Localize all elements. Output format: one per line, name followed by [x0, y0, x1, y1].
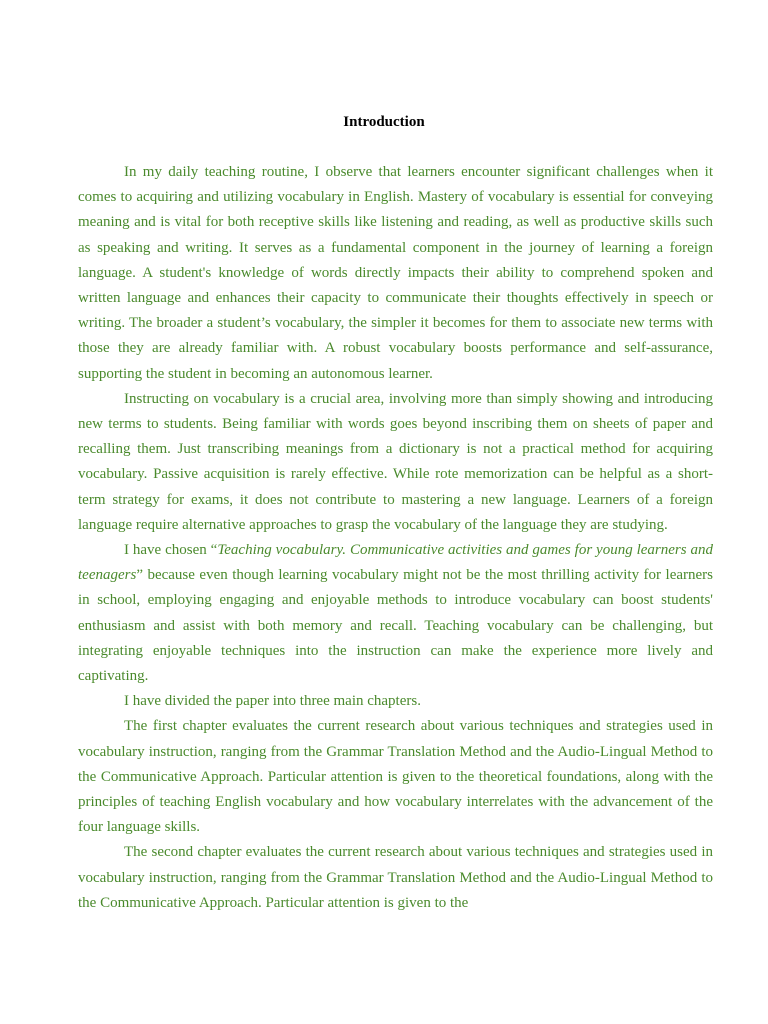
- paragraph-3: [78, 538, 713, 689]
- paragraph-5: The first chapter evaluates the current research about various techniques and strategies used in vocabulary instruction, ranging from the Grammar Translation Method and the Audio-Lingual Method to the Communicative Approach. Particular attention is given to the theoretical foundations, along with the principles of teaching English vocabulary and how vocabulary interrelates with the advancement of the four language skills.: [78, 718, 713, 836]
- paragraph-6: The second chapter evaluates the current research about various techniques and strategies used in vocabulary instruction, ranging from the Grammar Translation Method and the Audio-Lingual Method to the Communicative Approach. Particular attention is given to the: [78, 844, 713, 911]
- document-body: [78, 160, 713, 916]
- paragraph-2: Instructing on vocabulary is a crucial area, involving more than simply showing and introducing new terms to students. Being familiar with words goes beyond inscribing them on sheets of paper and recalling them. Just transcribing meanings from a dictionary is not a practical method for acquiring vocabulary. Passive acquisition is rarely effective. While rote memorization can be helpful as a short-term strategy for exams, it does not contribute to mastering a new language. Learners of a foreign language require alternative approaches to grasp the vocabulary of the language they are studying.: [78, 390, 713, 533]
- page-title: Introduction: [343, 114, 425, 130]
- paper-title-italic: Teaching vocabulary. Communicative activities and games for young learners and teenagers: [78, 542, 713, 584]
- paragraph-1: In my daily teaching routine, I observe that learners encounter significant challenges when it comes to acquiring and utilizing vocabulary in English. Mastery of vocabulary is essential for conveying meaning and is vital for both receptive skills like listening and reading, as well as productive skills such as speaking and writing. It serves as a fundamental component in the journey of learning a foreign language. A student's knowledge of words directly impacts their ability to comprehend spoken and written language and enhances their capacity to communicate their thoughts effectively in speech or writing. The broader a student’s vocabulary, the simpler it becomes for them to associate new terms with those they are already familiar with. A robust vocabulary boosts performance and self-assurance, supporting the student in becoming an autonomous learner.: [78, 164, 713, 382]
- paragraph-4: I have divided the paper into three main chapters.: [124, 693, 421, 710]
- paragraph-3-lead: I have chosen “: [124, 542, 218, 559]
- paragraph-3-rest: ” because even though learning vocabulary might not be the most thrilling activity for learners in school, employing engaging and enjoyable methods to introduce vocabulary can boost students' enthusiasm and assist with both memory and recall. Teaching vocabulary can be challenging, but integrating enjoyable techniques into the instruction can make the experience more lively and captivating.: [78, 567, 713, 685]
